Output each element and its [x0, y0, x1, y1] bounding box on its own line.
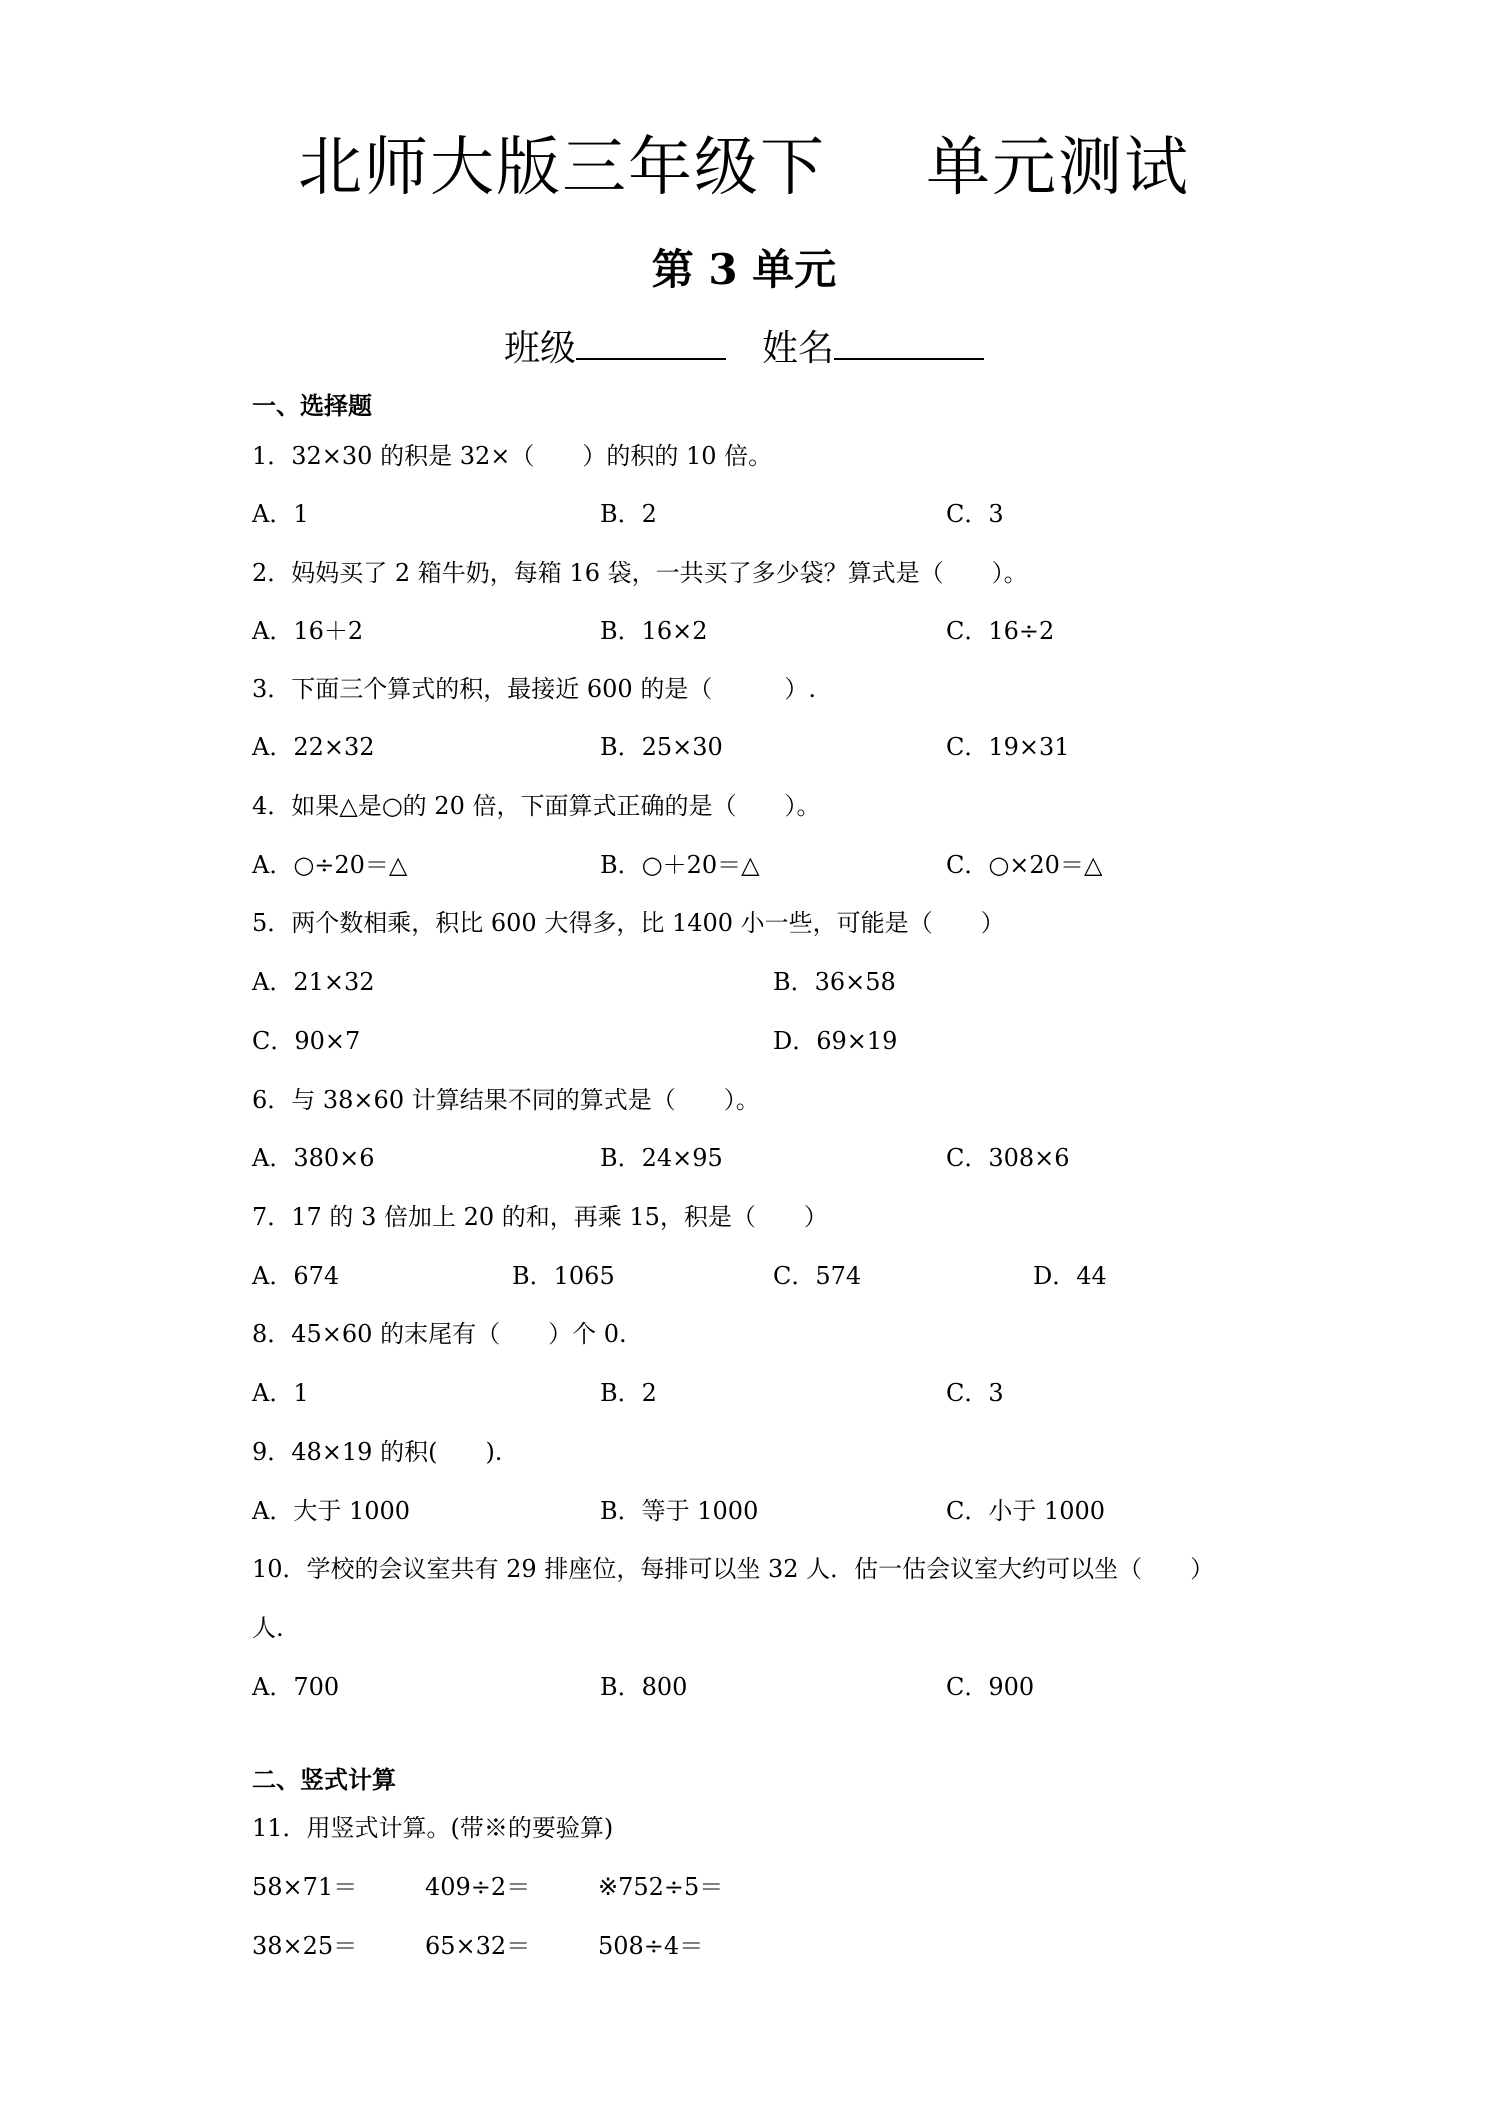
- name-label: 姓名: [762, 328, 835, 369]
- question-4: 4．如果△是○的 20 倍，下面算式正确的是（ ）。: [252, 792, 821, 820]
- question-1: 1．32×30 的积是 32×（ ）的积的 10 倍。: [252, 442, 773, 470]
- q7-option-d: D．44: [1033, 1262, 1107, 1290]
- section-heading-choice: 一、选择题: [252, 392, 372, 420]
- calc-item: 508÷4＝: [598, 1932, 704, 1960]
- q2-option-a: A．16＋2: [252, 617, 364, 645]
- q2-option-b: B．16×2: [600, 617, 708, 645]
- q7-option-a: A．674: [252, 1262, 340, 1290]
- q3-option-c: C．19×31: [946, 733, 1070, 761]
- title-right: 单元测试: [926, 131, 1190, 205]
- q10-option-c: C．900: [946, 1673, 1035, 1701]
- q4-option-c: C．○×20＝△: [946, 851, 1103, 879]
- calc-item: 38×25＝: [252, 1932, 358, 1960]
- unit-subtitle: 第 3 单元: [651, 245, 837, 294]
- q8-option-c: C．3: [946, 1379, 1004, 1407]
- q9-option-b: B．等于 1000: [600, 1497, 759, 1525]
- calc-item: 409÷2＝: [425, 1873, 531, 1901]
- q8-option-b: B．2: [600, 1379, 657, 1407]
- calc-item: ※752÷5＝: [598, 1873, 724, 1901]
- q6-option-a: A．380×6: [252, 1144, 375, 1172]
- q7-option-c: C．574: [773, 1262, 862, 1290]
- q5-option-d: D．69×19: [773, 1027, 898, 1055]
- question-11: 11．用竖式计算。(带※的要验算): [252, 1814, 614, 1842]
- q9-option-a: A．大于 1000: [252, 1497, 411, 1525]
- q8-option-a: A．1: [252, 1379, 309, 1407]
- question-3: 3．下面三个算式的积，最接近 600 的是（ ）.: [252, 675, 816, 703]
- class-blank[interactable]: [576, 322, 726, 360]
- question-9: 9．48×19 的积( ).: [252, 1438, 503, 1466]
- q1-option-a: A．1: [252, 500, 309, 528]
- question-7: 7．17 的 3 倍加上 20 的和，再乘 15，积是（ ）: [252, 1203, 828, 1231]
- q10-option-b: B．800: [600, 1673, 688, 1701]
- question-10-continued: 人.: [252, 1614, 284, 1642]
- question-5: 5．两个数相乘，积比 600 大得多，比 1400 小一些，可能是（ ）: [252, 909, 1005, 937]
- q1-option-b: B．2: [600, 500, 657, 528]
- q3-option-b: B．25×30: [600, 733, 723, 761]
- q6-option-c: C．308×6: [946, 1144, 1070, 1172]
- q5-option-c: C．90×7: [252, 1027, 361, 1055]
- q10-option-a: A．700: [252, 1673, 340, 1701]
- q7-option-b: B．1065: [512, 1262, 615, 1290]
- name-blank[interactable]: [834, 322, 984, 360]
- q4-option-a: A．○÷20＝△: [252, 851, 408, 879]
- q3-option-a: A．22×32: [252, 733, 375, 761]
- question-6: 6．与 38×60 计算结果不同的算式是（ ）。: [252, 1086, 760, 1114]
- question-2: 2．妈妈买了 2 箱牛奶，每箱 16 袋，一共买了多少袋？算式是（ ）。: [252, 559, 1028, 587]
- calc-item: 65×32＝: [425, 1932, 531, 1960]
- q4-option-b: B．○＋20＝△: [600, 851, 760, 879]
- q9-option-c: C．小于 1000: [946, 1497, 1106, 1525]
- page-title: [0, 128, 1488, 208]
- class-label: 班级: [503, 328, 576, 369]
- q5-option-a: A．21×32: [252, 968, 375, 996]
- calc-item: 58×71＝: [252, 1873, 358, 1901]
- title-left: 北师大版三年级下: [298, 131, 826, 205]
- question-8: 8．45×60 的末尾有（ ）个 0.: [252, 1320, 627, 1348]
- question-10: 10．学校的会议室共有 29 排座位，每排可以坐 32 人．估一估会议室大约可以坐（ ）: [252, 1555, 1215, 1583]
- q1-option-c: C．3: [946, 500, 1004, 528]
- q5-option-b: B．36×58: [773, 968, 896, 996]
- q2-option-c: C．16÷2: [946, 617, 1055, 645]
- section-heading-vertical-calc: 二、竖式计算: [252, 1766, 396, 1794]
- q6-option-b: B．24×95: [600, 1144, 723, 1172]
- student-info-line: [0, 322, 1488, 374]
